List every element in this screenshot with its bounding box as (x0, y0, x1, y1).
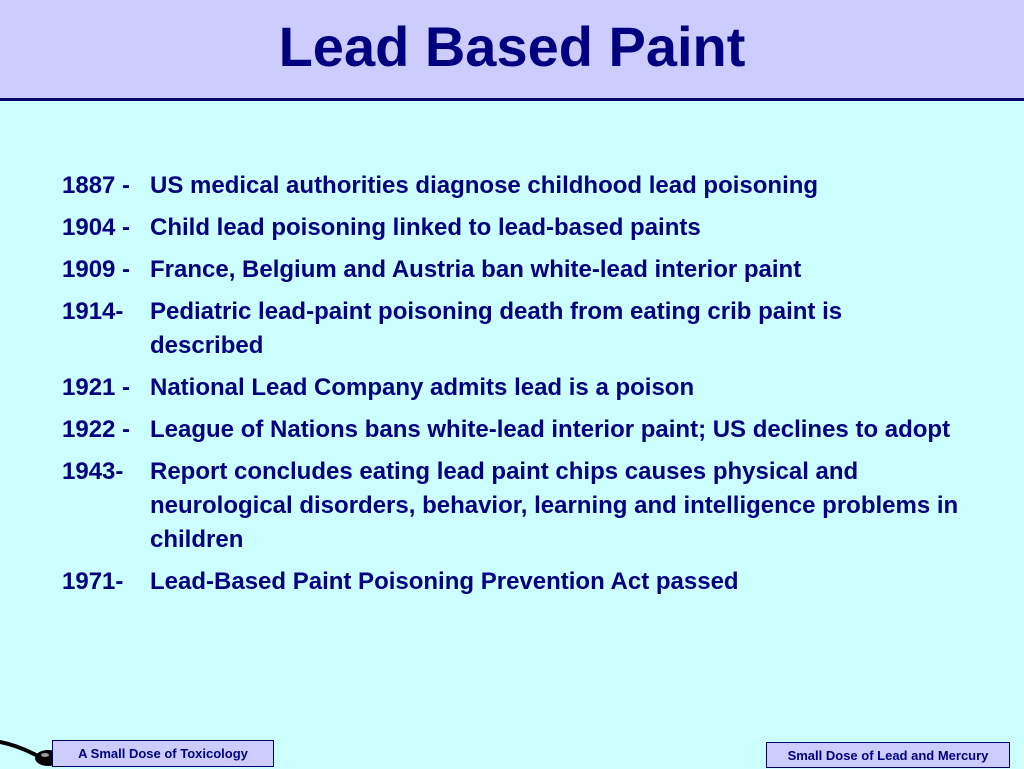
timeline-entry (62, 295, 962, 363)
timeline-year: 1922 - (62, 416, 137, 443)
slide-body (0, 101, 1024, 721)
timeline-text: US medical authorities diagnose childhood lead poisoning (150, 172, 819, 199)
timeline-text: League of Nations bans white-lead interior paint; US declines to adopt (150, 416, 951, 443)
timeline-entry (62, 211, 962, 245)
timeline-entry (62, 565, 962, 599)
slide-title: Lead Based Paint (278, 15, 746, 78)
timeline-year: 1921 - (62, 374, 137, 401)
timeline-entry (62, 169, 962, 203)
timeline-entry (62, 371, 962, 405)
timeline-entry (62, 413, 962, 447)
footer-topic-label: Small Dose of Lead and Mercury (766, 742, 1010, 768)
timeline-entry (62, 455, 962, 557)
timeline-year: 1904 - (62, 214, 137, 241)
timeline-text: National Lead Company admits lead is a poison (150, 374, 695, 401)
timeline-year: 1887 - (62, 172, 137, 199)
timeline-text: Child lead poisoning linked to lead-based paints (150, 214, 701, 241)
timeline-text: Pediatric lead-paint poisoning death from eating crib paint is described (150, 298, 843, 359)
timeline-year: 1971- (62, 568, 124, 595)
timeline-text: Lead-Based Paint Poisoning Prevention Act passed (150, 568, 739, 595)
timeline-entry (62, 253, 962, 287)
timeline-list (62, 169, 962, 607)
title-bar (0, 0, 1024, 101)
timeline-year: 1943- (62, 458, 124, 485)
timeline-text: France, Belgium and Austria ban white-lead interior paint (150, 256, 802, 283)
timeline-year: 1914- (62, 298, 124, 325)
footer-course-label: A Small Dose of Toxicology (52, 740, 274, 767)
timeline-year: 1909 - (62, 256, 137, 283)
timeline-text: Report concludes eating lead paint chips causes physical and neurological disorders, behavior, learning and intelligence problems in children (150, 458, 959, 553)
